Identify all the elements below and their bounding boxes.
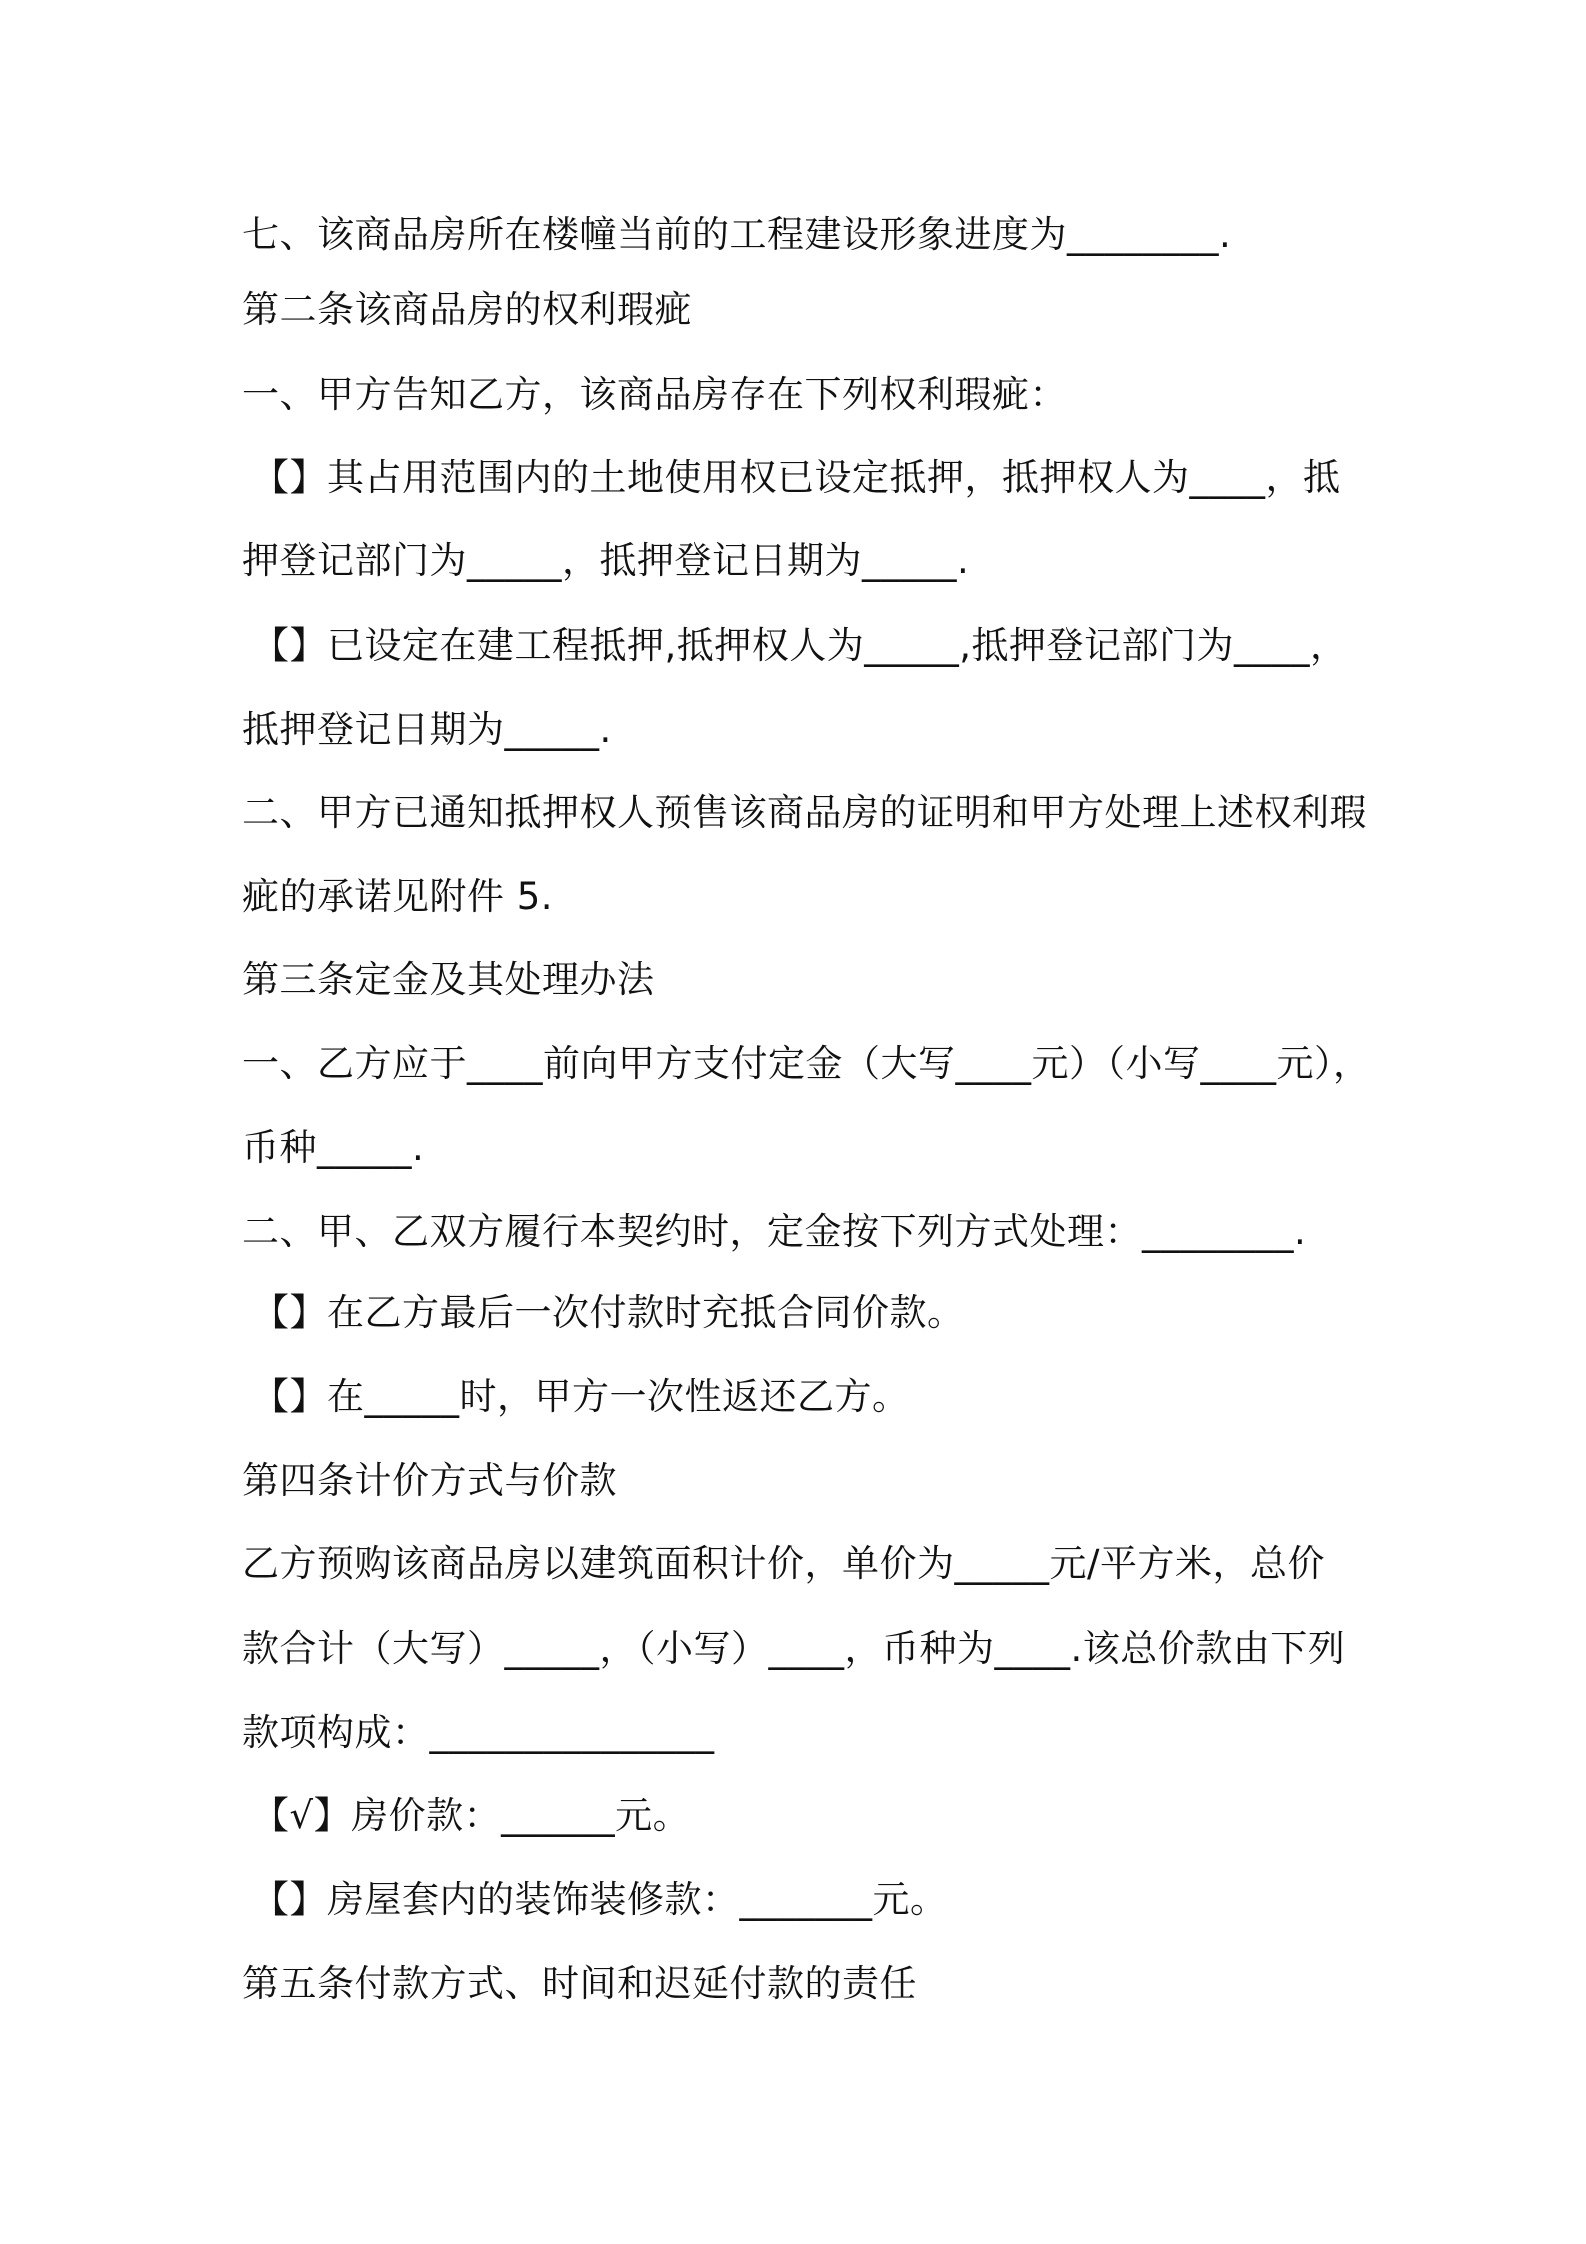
clause-line: 抵押登记日期为_____. — [242, 708, 612, 751]
option-line: 【】在乙方最后一次付款时充抵合同价款。 — [252, 1291, 965, 1334]
clause-line: 一、甲方告知乙方，该商品房存在下列权利瑕疵： — [242, 373, 1067, 416]
clause-line: 乙方预购该商品房以建筑面积计价，单价为_____元/平方米，总价 — [242, 1542, 1325, 1585]
article-heading: 第二条该商品房的权利瑕疵 — [242, 288, 692, 331]
article-heading: 第四条计价方式与价款 — [242, 1459, 617, 1502]
clause-line: 二、甲、乙双方履行本契约时，定金按下列方式处理：________. — [242, 1210, 1307, 1253]
clause-line: 七、该商品房所在楼幢当前的工程建设形象进度为________. — [242, 213, 1232, 256]
option-line: 【】房屋套内的装饰装修款：_______元。 — [252, 1878, 948, 1921]
article-heading: 第五条付款方式、时间和迟延付款的责任 — [242, 1962, 917, 2005]
option-line: 【】其占用范围内的土地使用权已设定抵押，抵押权人为____，抵 — [252, 456, 1341, 499]
option-line: 【√】房价款：______元。 — [252, 1794, 691, 1837]
clause-line: 疵的承诺见附件 5. — [242, 875, 554, 918]
clause-line: 押登记部门为_____，抵押登记日期为_____. — [242, 539, 970, 582]
option-line: 【】在_____时，甲方一次性返还乙方。 — [252, 1375, 910, 1418]
clause-line: 款合计（大写）_____，（小写）____，币种为____.该总价款由下列 — [242, 1627, 1346, 1670]
clause-line: 款项构成：_______________ — [242, 1711, 715, 1754]
clause-line: 币种_____. — [242, 1126, 425, 1169]
article-heading: 第三条定金及其处理办法 — [242, 958, 655, 1001]
option-line: 【】已设定在建工程抵押,抵押权人为_____,抵押登记部门为____， — [252, 624, 1348, 667]
clause-line: 一、乙方应于____前向甲方支付定金（大写____元）（小写____元）， — [242, 1042, 1371, 1085]
clause-line: 二、甲方已通知抵押权人预售该商品房的证明和甲方处理上述权利瑕 — [242, 791, 1367, 834]
